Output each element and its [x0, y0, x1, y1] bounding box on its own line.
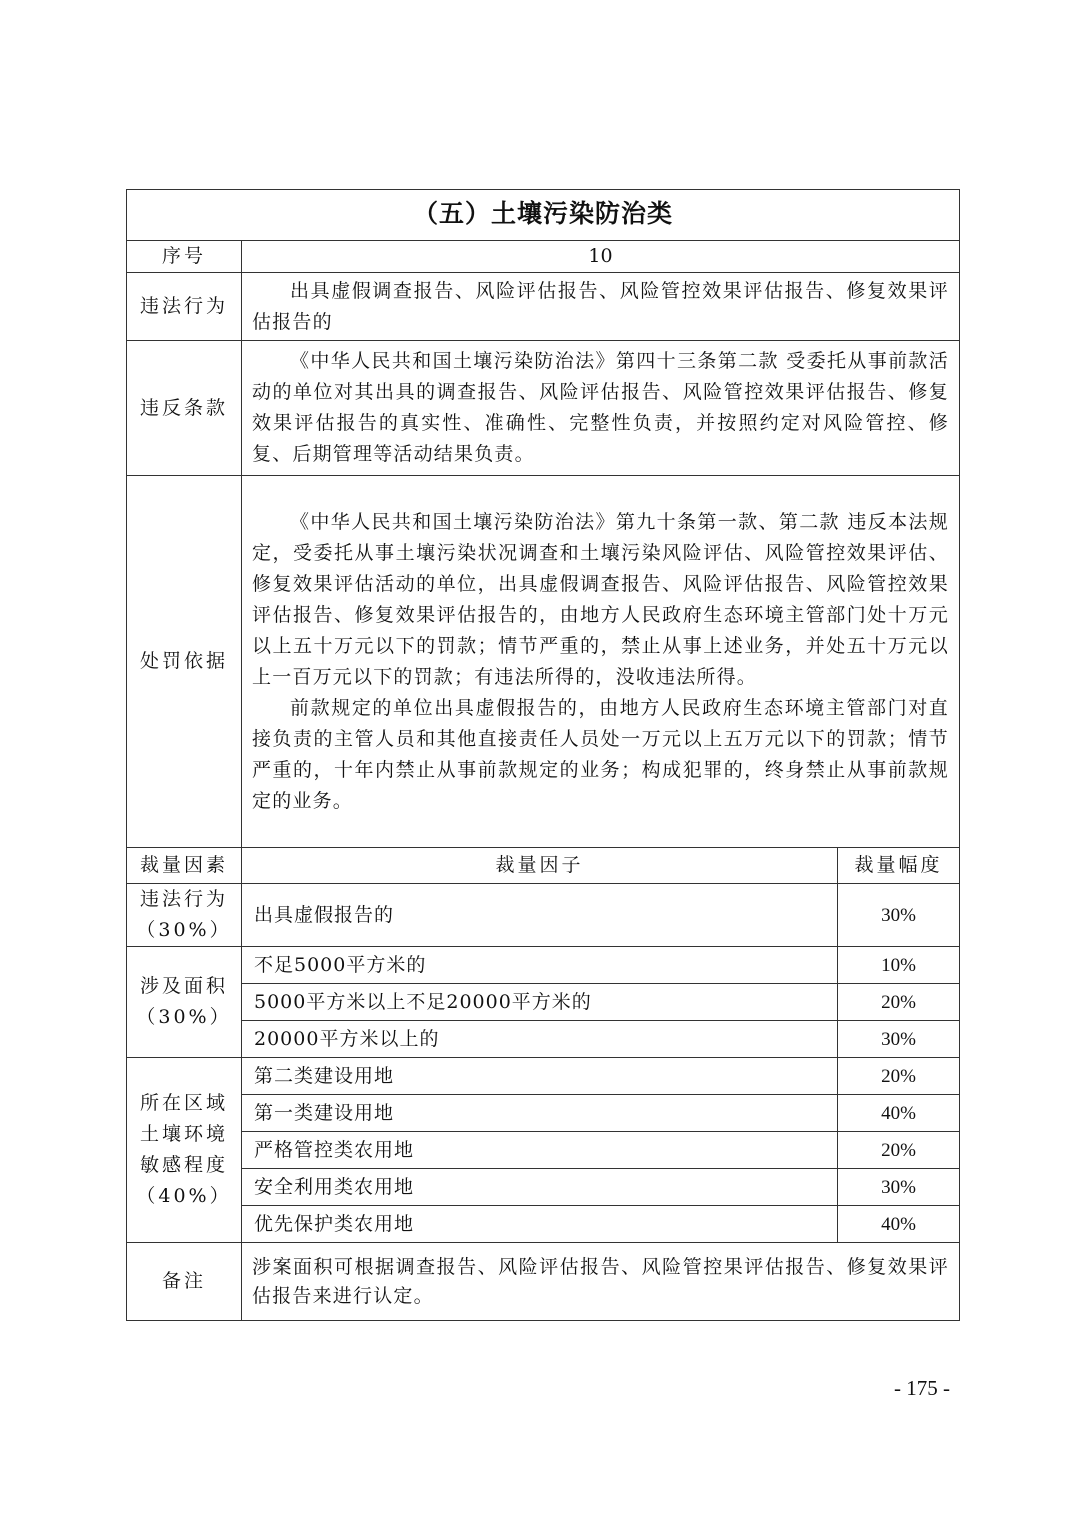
- factor-item-range: 20%: [838, 1132, 960, 1169]
- violation-text-cell: [242, 273, 960, 341]
- factor-item-label: 优先保护类农用地: [242, 1206, 838, 1243]
- factor-item-label: 5000平方米以上不足20000平方米的: [242, 984, 838, 1021]
- remarks-text: 涉案面积可根据调查报告、风险评估报告、风险管控果评估报告、修复效果评估报告来进行认定。: [242, 1243, 960, 1321]
- factor-item-range: 10%: [838, 947, 960, 984]
- factor-name-line: （30%）: [136, 919, 232, 941]
- penalty-paragraph-2: 前款规定的单位出具虚假报告的，由地方人民政府生态环境主管部门对直接负责的主管人员和其他直接责任人员处一万元以上五万元以下的罚款；情节严重的，十年内禁止从事前款规定的业务；构成犯罪的，终身禁止从事前款规定的业务。: [252, 696, 950, 812]
- factor-row: [127, 1132, 960, 1169]
- factor-row: [127, 1021, 960, 1058]
- factor-name-line: （40%）: [136, 1185, 232, 1207]
- clause-label: 违反条款: [127, 341, 242, 476]
- factor-item-label: 出具虚假报告的: [242, 884, 838, 947]
- factor-row: [127, 1095, 960, 1132]
- factor-row: [127, 1169, 960, 1206]
- penalty-paragraph-1: 《中华人民共和国土壤污染防治法》第九十条第一款、第二款 违反本法规定，受委托从事土壤污染状况调查和土壤污染风险评估、风险管控效果评估、修复效果评估活动的单位，出具虚假调查报告、风险评估报告、风险管控效果评估报告、修复效果评估报告的，由地方人民政府生态环境主管部门处十万元以上五十万元以下的罚款；情节严重的，禁止从事上述业务，并处五十万元以上一百万元以下的罚款；有违法所得的，没收违法所得。: [252, 510, 950, 688]
- factor-row: [127, 947, 960, 984]
- remarks-label: 备注: [127, 1243, 242, 1321]
- factor-item-range: 40%: [838, 1206, 960, 1243]
- penalty-text-cell: [242, 476, 960, 848]
- factor-name-line: 违法行为: [139, 888, 228, 910]
- range-header: 裁量幅度: [838, 848, 960, 884]
- item-header: 裁量因子: [242, 848, 838, 884]
- factor-item-range: 30%: [838, 1021, 960, 1058]
- section-title: （五）土壤污染防治类: [413, 199, 674, 228]
- penalty-label: 处罚依据: [127, 476, 242, 848]
- factor-name-cell: [127, 1058, 242, 1243]
- factor-name-line: 所在区域: [139, 1092, 228, 1114]
- page-number: - 175 -: [894, 1376, 950, 1400]
- factor-name-line: （30%）: [136, 1006, 232, 1028]
- factor-item-label: 第二类建设用地: [242, 1058, 838, 1095]
- factor-item-label: 严格管控类农用地: [242, 1132, 838, 1169]
- factor-item-range: 20%: [838, 1058, 960, 1095]
- factor-item-label: 第一类建设用地: [242, 1095, 838, 1132]
- violation-text: 出具虚假调查报告、风险评估报告、风险管控效果评估报告、修复效果评估报告的: [252, 279, 950, 333]
- seq-value: 10: [242, 241, 960, 273]
- penalty-standard-table: [126, 189, 960, 1321]
- factor-item-range: 40%: [838, 1095, 960, 1132]
- factor-item-label: 不足5000平方米的: [242, 947, 838, 984]
- factor-name-line: 敏感程度: [139, 1154, 228, 1176]
- factor-item-range: 30%: [838, 884, 960, 947]
- factor-name-line: 涉及面积: [139, 975, 228, 997]
- clause-text: 《中华人民共和国土壤污染防治法》第四十三条第二款 受委托从事前款活动的单位对其出具的调查报告、风险评估报告、风险管控效果评估报告、修复效果评估报告的真实性、准确性、完整性负责，并按照约定对风险管控、修复、后期管理等活动结果负责。: [252, 350, 950, 465]
- factor-item-label: 20000平方米以上的: [242, 1021, 838, 1058]
- factor-name-cell: [127, 947, 242, 1058]
- factor-row: [127, 1206, 960, 1243]
- factor-item-range: 30%: [838, 1169, 960, 1206]
- factor-name-cell: [127, 884, 242, 947]
- factor-name-line: 土壤环境: [139, 1123, 228, 1145]
- factor-header: 裁量因素: [127, 848, 242, 884]
- factor-row: [127, 884, 960, 947]
- factor-row: [127, 984, 960, 1021]
- factor-row: [127, 1058, 960, 1095]
- violation-label: 违法行为: [127, 273, 242, 341]
- clause-text-cell: [242, 341, 960, 476]
- seq-label: 序号: [127, 241, 242, 273]
- factor-item-range: 20%: [838, 984, 960, 1021]
- section-title-cell: [127, 190, 960, 241]
- factor-item-label: 安全利用类农用地: [242, 1169, 838, 1206]
